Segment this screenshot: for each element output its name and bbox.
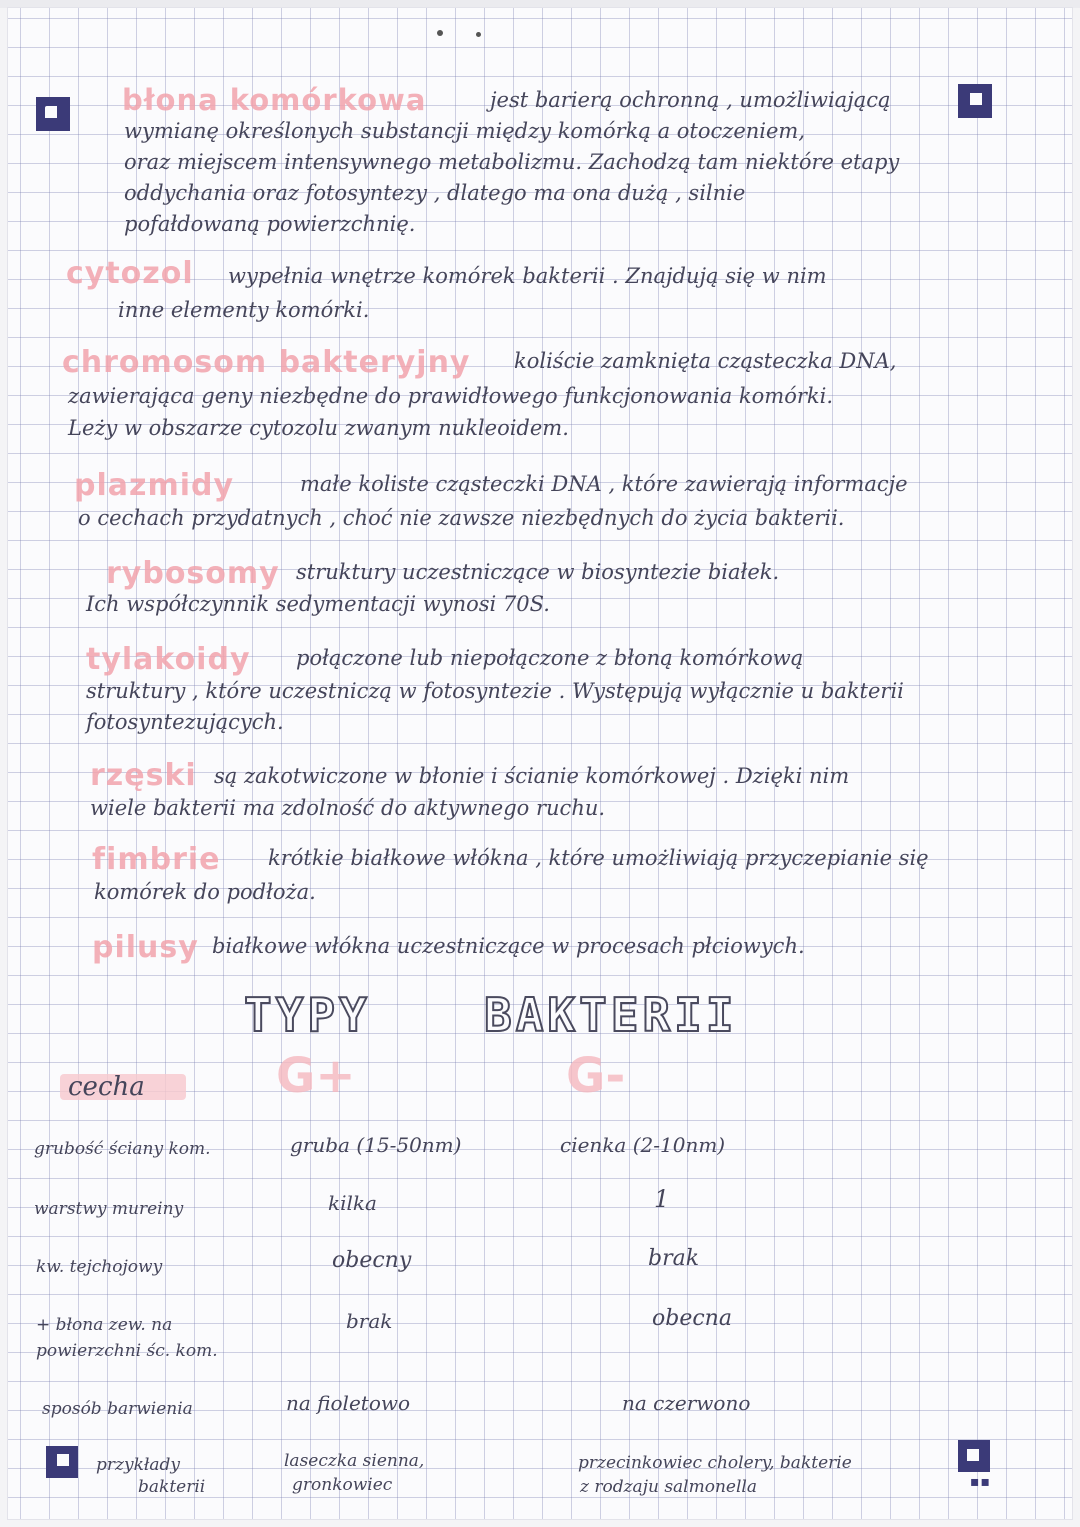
- row-feature: kw. tejchojowy: [36, 1257, 163, 1277]
- text-line: małe koliste cząsteczki DNA , które zawierają informacje: [300, 472, 908, 496]
- text-line: komórek do podłoża.: [94, 880, 316, 904]
- row-gplus-value: gruba (15-50nm): [290, 1133, 462, 1157]
- row-gminus-value: cienka (2-10nm): [560, 1133, 726, 1157]
- row-gminus-value: na czerwono: [622, 1391, 751, 1415]
- row-gminus-value: przecinkowiec cholery, bakterie: [578, 1453, 852, 1473]
- binder-hole: [476, 32, 481, 37]
- text-line: wymianę określonych substancji między komórką a otoczeniem,: [124, 119, 806, 143]
- table-title-left: TYPY: [244, 988, 371, 1042]
- text-line: Ich współczynnik sedymentacji wynosi 70S.: [86, 592, 550, 616]
- column-header-gram-negative: G-: [566, 1048, 626, 1104]
- term-label: plazmidy: [74, 468, 235, 503]
- text-line: wypełnia wnętrze komórek bakterii . Znajdują się w nim: [228, 264, 827, 288]
- term-label: pilusy: [92, 930, 199, 965]
- row-gminus-value: brak: [648, 1246, 700, 1271]
- term-label: rzęski: [90, 758, 197, 793]
- term-label: cytozol: [66, 256, 194, 291]
- row-gplus-value: laseczka sienna,: [284, 1451, 425, 1471]
- row-gminus-value: z rodzaju salmonella: [580, 1477, 757, 1497]
- row-gplus-value: brak: [346, 1309, 393, 1333]
- row-feature: + błona zew. na: [36, 1315, 173, 1335]
- row-gminus-value: 1: [654, 1185, 670, 1213]
- row-gplus-value: gronkowiec: [292, 1475, 393, 1495]
- text-line: połączone lub niepołączone z błoną komórkową: [296, 646, 804, 670]
- term-label: błona komórkowa: [122, 83, 427, 117]
- corner-marker-top-left: [36, 97, 70, 131]
- text-line: koliście zamknięta cząsteczka DNA,: [514, 349, 897, 373]
- corner-marker-bottom-right: [958, 1440, 990, 1472]
- row-gplus-value: na fioletowo: [286, 1391, 411, 1415]
- binder-hole: [437, 30, 443, 36]
- corner-marker-top-right: [958, 84, 992, 118]
- corner-dots: ▪▪: [970, 1474, 991, 1490]
- table-title-right: BAKTERII: [484, 988, 738, 1042]
- text-line: pofałdowaną powierzchnię.: [124, 212, 416, 236]
- text-line: zawierająca geny niezbędne do prawidłowego funkcjonowania komórki.: [68, 384, 834, 408]
- column-header-gram-positive: G+: [276, 1048, 356, 1104]
- row-gplus-value: obecny: [332, 1248, 412, 1273]
- text-line: oraz miejscem intensywnego metabolizmu. Zachodzą tam niektóre etapy: [124, 150, 900, 174]
- text-line: struktury uczestniczące w biosyntezie białek.: [296, 560, 780, 584]
- scan-top-edge: [0, 0, 1080, 8]
- term-label: chromosom bakteryjny: [62, 345, 471, 380]
- row-gplus-value: kilka: [328, 1191, 377, 1215]
- text-line: struktury , które uczestniczą w fotosyntezie . Występują wyłącznie u bakterii: [86, 679, 904, 703]
- row-feature: przykłady: [96, 1455, 181, 1475]
- corner-marker-bottom-left: [46, 1446, 78, 1478]
- row-gminus-value: obecna: [652, 1306, 732, 1331]
- text-line: Leży w obszarze cytozolu zwanym nukleoidem.: [68, 416, 569, 440]
- row-feature: grubość ściany kom.: [34, 1139, 211, 1159]
- term-label: rybosomy: [106, 556, 280, 591]
- text-line: inne elementy komórki.: [118, 298, 370, 322]
- row-feature: sposób barwienia: [42, 1399, 193, 1419]
- text-line: krótkie białkowe włókna , które umożliwiają przyczepianie się: [268, 846, 929, 870]
- text-line: wiele bakterii ma zdolność do aktywnego ruchu.: [90, 796, 606, 820]
- text-line: jest barierą ochronną , umożliwiającą: [490, 88, 891, 112]
- row-feature: bakterii: [138, 1477, 206, 1497]
- term-label: tylakoidy: [86, 642, 251, 677]
- text-line: są zakotwiczone w błonie i ścianie komórkowej . Dzięki nim: [214, 764, 850, 788]
- term-label: fimbrie: [92, 842, 221, 877]
- row-feature: powierzchni śc. kom.: [36, 1341, 218, 1361]
- text-line: oddychania oraz fotosyntezy , dlatego ma ona dużą , silnie: [124, 181, 746, 205]
- text-line: fotosyntezujących.: [86, 710, 284, 734]
- column-header-feature: cecha: [68, 1072, 145, 1102]
- text-line: białkowe włókna uczestniczące w procesach płciowych.: [212, 934, 805, 958]
- text-line: o cechach przydatnych , choć nie zawsze niezbędnych do życia bakterii.: [78, 506, 845, 530]
- row-feature: warstwy mureiny: [34, 1199, 184, 1219]
